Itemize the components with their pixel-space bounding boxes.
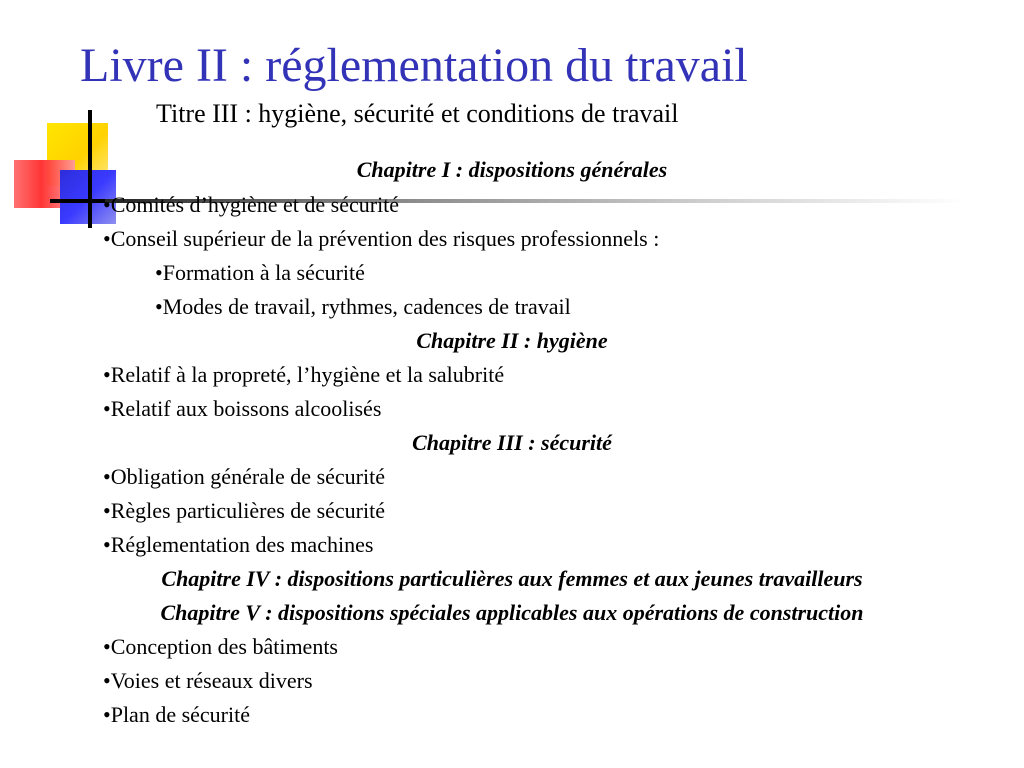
chapter-heading-5: Chapitre V : dispositions spéciales applicables aux opérations de construction bbox=[160, 600, 864, 625]
bullet-item: •Réglementation des machines bbox=[103, 532, 374, 557]
chapter-heading-3: Chapitre III : sécurité bbox=[412, 430, 612, 455]
bullet-item: •Plan de sécurité bbox=[103, 702, 250, 727]
bullet-item: •Conseil supérieur de la prévention des risques professionnels : bbox=[103, 226, 660, 251]
bullet-item: •Relatif à la propreté, l’hygiène et la salubrité bbox=[103, 362, 505, 387]
chapter-heading-1: Chapitre I : dispositions générales bbox=[356, 157, 668, 182]
bullet-item: •Voies et réseaux divers bbox=[103, 668, 313, 693]
bullet-item: •Obligation générale de sécurité bbox=[103, 464, 385, 489]
bullet-item: •Conception des bâtiments bbox=[103, 634, 338, 659]
slide-subtitle: Titre III : hygiène, sécurité et conditions de travail bbox=[156, 99, 679, 128]
slide-title: Livre II : réglementation du travail bbox=[80, 39, 748, 92]
chapter-heading-4: Chapitre IV : dispositions particulières aux femmes et aux jeunes travailleurs bbox=[161, 566, 863, 591]
sub-bullet-item: •Formation à la sécurité bbox=[155, 260, 365, 285]
sub-bullet-item: •Modes de travail, rythmes, cadences de travail bbox=[155, 294, 571, 319]
bullet-item: •Règles particulières de sécurité bbox=[103, 498, 385, 523]
chapter-heading-2: Chapitre II : hygiène bbox=[416, 328, 608, 353]
bullet-item: •Comités d’hygiène et de sécurité bbox=[103, 192, 400, 217]
horizontal-rule-decoration bbox=[50, 199, 105, 203]
bullet-item: •Relatif aux boissons alcoolisés bbox=[103, 396, 382, 421]
